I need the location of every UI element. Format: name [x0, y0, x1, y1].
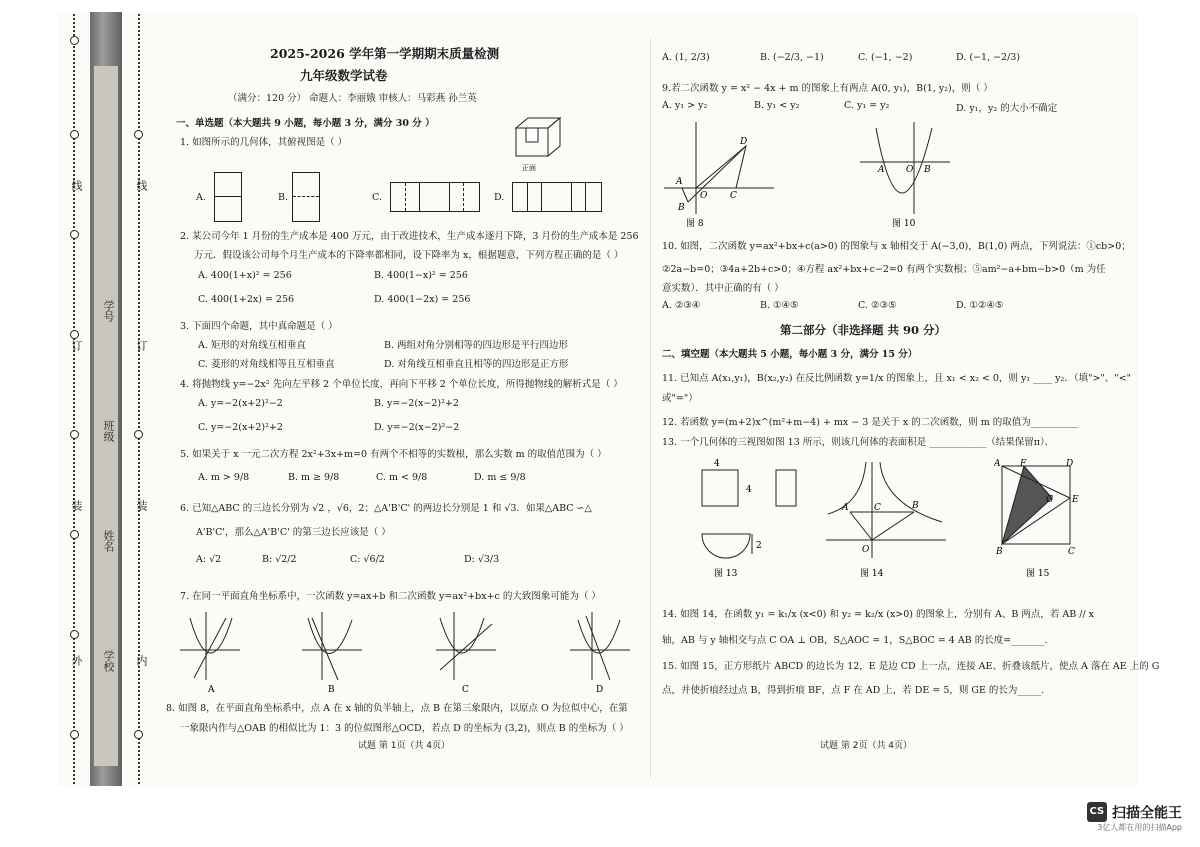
bind-label: 订	[70, 340, 83, 351]
q8-option-d[interactable]: D. (−1, −2/3)	[956, 52, 1021, 63]
svg-text:A: A	[676, 177, 683, 187]
exam-subtitle: 九年级数学试卷	[300, 68, 388, 83]
field-school: 学校	[102, 650, 115, 672]
svg-text:F: F	[1020, 459, 1027, 469]
q8-option-b[interactable]: B. (−2/3, −1)	[760, 52, 824, 63]
bind-label: 线	[135, 180, 148, 191]
question-11-cont: 或"="）	[662, 393, 698, 404]
q6-option-c[interactable]: C: √6/2	[350, 554, 385, 565]
bind-label: 线	[70, 180, 83, 191]
svg-text:C: C	[1068, 547, 1075, 557]
bind-label: 装	[135, 500, 148, 511]
question-2-cont: 万元．假设该公司每个月生产成本的下降率都相同，设下降率为 x，根据题意，下列方程正确的是（ ）	[194, 250, 624, 261]
section-1-heading: 一、单选题（本大题共 9 小题，每小题 3 分，满分 30 分 ）	[176, 118, 435, 129]
q9-option-d[interactable]: D. y₁，y₂ 的大小不确定	[956, 103, 1058, 114]
svg-text:O: O	[906, 165, 914, 175]
svg-text:图 15: 图 15	[1026, 569, 1050, 579]
svg-text:B: B	[912, 501, 919, 511]
q3-option-a[interactable]: A. 矩形的对角线互相垂直	[198, 340, 306, 351]
q8-option-c[interactable]: C. (−1, −2)	[858, 52, 913, 63]
figure-8	[660, 118, 780, 230]
q3-option-b[interactable]: B. 两组对角分别相等的四边形是平行四边形	[384, 340, 569, 351]
svg-text:A: A	[208, 685, 215, 694]
question-2: 2. 某公司今年 1 月份的生产成本是 400 万元，由于改进技术，生产成本逐月下降，3 月份的生产成本是 256	[180, 231, 639, 242]
question-10-cont: ②2a−b=0；③4a+2b+c>0；④方程 ax²+bx+c−2=0 有两个实数根；⑤am²−a+bm−b>0（m 为任	[662, 264, 1106, 275]
svg-text:B: B	[924, 165, 931, 175]
svg-text:O: O	[862, 545, 870, 555]
part-2-heading: 第二部分（非选择题 共 90 分）	[780, 323, 947, 337]
svg-text:图 10: 图 10	[892, 219, 916, 229]
figure-14	[822, 458, 952, 582]
q9-option-c[interactable]: C. y₁ = y₂	[844, 100, 890, 111]
q6-option-d[interactable]: D: √3/3	[464, 554, 500, 565]
q3-option-d[interactable]: D. 对角线互相垂直且相等的四边形是正方形	[384, 359, 569, 370]
camscanner-logo-icon: CS	[1087, 802, 1107, 822]
q10-option-d[interactable]: D. ①②④⑤	[956, 300, 1004, 311]
question-8-cont: 一象限内作与△OAB 的相似比为 1：3 的位似图形△OCD，若点 D 的坐标为 (3,2)，则点 B 的坐标为（ ）	[180, 723, 629, 734]
bind-label: 装	[70, 500, 83, 511]
field-name: 姓名	[102, 530, 115, 552]
q4-option-c[interactable]: C. y=−2(x+2)²+2	[198, 422, 283, 433]
question-3: 3. 下面四个命题，其中真命题是（ ）	[180, 321, 338, 332]
svg-text:C: C	[730, 191, 737, 201]
question-8: 8. 如图 8，在平面直角坐标系中，点 A 在 x 轴的负半轴上，点 B 在第三象限内，以原点 O 为位似中心，在第	[166, 703, 628, 714]
figure-15	[994, 458, 1084, 582]
q7-graph-b	[302, 612, 362, 694]
q3-option-c[interactable]: C. 菱形的对角线相等且互相垂直	[198, 359, 335, 370]
q7-graph-a	[180, 612, 240, 694]
q2-option-b[interactable]: B. 400(1−x)² = 256	[374, 270, 468, 281]
q6-option-a[interactable]: A: √2	[196, 554, 222, 565]
svg-text:图 8: 图 8	[686, 219, 704, 229]
q1-solid-figure	[508, 112, 570, 174]
svg-text:A: A	[994, 459, 1001, 469]
question-6: 6. 已知△ABC 的三边长分别为 √2 ，√6，2；△A'B'C' 的两边长分别是 1 和 √3．如果△ABC ∽△	[180, 503, 592, 514]
q5-option-c[interactable]: C. m < 9/8	[376, 472, 428, 483]
q10-option-b[interactable]: B. ①④⑤	[760, 300, 799, 311]
question-10-cont2: 意实数）．其中正确的有（ ）	[662, 283, 784, 294]
svg-text:B: B	[328, 685, 335, 694]
section-2-heading: 二、填空题（本大题共 5 小题，每小题 3 分，满分 15 分）	[662, 349, 918, 360]
svg-text:2: 2	[756, 541, 762, 551]
question-11: 11. 已知点 A(x₁,y₁)，B(x₂,y₂) 在反比例函数 y=1/x 的图象上，且 x₁ < x₂ < 0，则 y₁ ____ y₂．（填">"、"<"	[662, 373, 1131, 384]
question-6-cont: A'B'C'，那么△A'B'C' 的第三边长应该是（ ）	[196, 527, 391, 538]
q1-option-b-figure	[292, 172, 320, 222]
figure-13	[690, 454, 810, 582]
exam-info: （满分：120 分） 命题人：李丽娥 审核人：马彩燕 孙兰英	[228, 93, 477, 104]
question-1: 1. 如图所示的几何体，其俯视图是（ ）	[180, 137, 348, 148]
q1-option-b[interactable]: B.	[278, 192, 289, 203]
svg-text:O: O	[700, 191, 708, 201]
question-15-cont: 点，并使折痕经过点 B，得到折痕 BF，点 F 在 AD 上，若 DE = 5，则 GE 的长为_____.	[662, 685, 1045, 696]
q1-option-c-figure	[390, 182, 480, 212]
q6-option-b[interactable]: B: √2/2	[262, 554, 297, 565]
question-7: 7. 在同一平面直角坐标系中，一次函数 y=ax+b 和二次函数 y=ax²+bx+c 的大致图象可能为（ ）	[180, 591, 601, 602]
q4-option-d[interactable]: D. y=−2(x−2)²−2	[374, 422, 460, 433]
q5-option-d[interactable]: D. m ≤ 9/8	[474, 472, 526, 483]
q2-option-c[interactable]: C. 400(1+2x) = 256	[198, 294, 295, 305]
question-15: 15. 如图 15，正方形纸片 ABCD 的边长为 12，E 是边 CD 上一点，连接 AE、折叠该纸片，使点 A 落在 AE 上的 G	[662, 661, 1160, 672]
q10-option-a[interactable]: A. ②③④	[662, 300, 701, 311]
q7-graph-c	[436, 612, 496, 694]
bind-label: 内	[135, 655, 148, 666]
svg-text:A: A	[878, 165, 885, 175]
question-5: 5. 如果关于 x 一元二次方程 2x²+3x+m=0 有两个不相等的实数根，那么实数 m 的取值范围为（ ）	[180, 449, 607, 460]
svg-text:E: E	[1072, 495, 1079, 505]
q4-option-a[interactable]: A. y=−2(x+2)²−2	[198, 398, 283, 409]
question-9: 9.若二次函数 y = x² − 4x + m 的图象上有两点 A(0, y₁)，B(1, y₂)，则（ ）	[662, 83, 993, 94]
svg-text:图 13: 图 13	[714, 569, 738, 579]
svg-text:B: B	[678, 203, 685, 213]
q5-option-a[interactable]: A. m > 9/8	[198, 472, 250, 483]
q2-option-d[interactable]: D. 400(1−2x) = 256	[374, 294, 471, 305]
field-class: 班级	[102, 420, 115, 442]
question-4: 4. 将抛物线 y=−2x² 先向左平移 2 个单位长度，再向下平移 2 个单位长度，所得抛物线的解析式是（ ）	[180, 379, 623, 390]
q5-option-b[interactable]: B. m ≥ 9/8	[288, 472, 340, 483]
q1-option-c[interactable]: C.	[372, 192, 382, 203]
q4-option-b[interactable]: B. y=−2(x−2)²+2	[374, 398, 459, 409]
brand-name: 扫描全能王	[1112, 805, 1182, 821]
q1-option-a[interactable]: A.	[196, 192, 206, 203]
question-12: 12. 若函数 y=(m+2)x^(m²+m−4) + mx − 3 是关于 x 的二次函数，则 m 的取值为__________	[662, 417, 1079, 428]
svg-text:4: 4	[714, 459, 720, 469]
brand-tagline: 3亿人都在用的扫描App	[1097, 823, 1182, 832]
page-footer-2: 试题 第 2页（共 4页）	[820, 741, 913, 751]
page-footer-1: 试题 第 1页（共 4页）	[358, 741, 451, 751]
q2-option-a[interactable]: A. 400(1+x)² = 256	[198, 270, 292, 281]
svg-text:D: D	[1066, 459, 1074, 469]
q1-option-a-figure	[214, 172, 242, 222]
q1-front-label: 正面	[522, 164, 536, 172]
svg-text:C: C	[874, 503, 881, 513]
figure-10	[856, 118, 956, 230]
bind-label: 外	[70, 655, 83, 666]
question-13: 13. 一个几何体的三视图如图 13 所示，则该几何体的表面积是 ____________（结果保留π）．	[662, 437, 1055, 448]
q9-option-b[interactable]: B. y₁ < y₂	[754, 100, 800, 111]
svg-text:图 14: 图 14	[860, 569, 884, 579]
q7-graph-d	[570, 612, 630, 694]
svg-text:4: 4	[746, 485, 752, 495]
q1-option-d-figure	[512, 182, 602, 212]
question-14: 14. 如图 14，在函数 y₁ = k₁/x (x<0) 和 y₂ = k₂/x (x>0) 的图象上，分别有 A、B 两点，若 AB // x	[662, 609, 1095, 620]
scanner-watermark	[1087, 802, 1182, 834]
right-column	[650, 0, 1200, 847]
q9-option-a[interactable]: A. y₁ > y₂	[662, 100, 708, 111]
field-student-id: 学号	[102, 300, 115, 322]
exam-title: 2025-2026 学年第一学期期末质量检测	[270, 46, 500, 61]
question-14-cont: 轴，AB 与 y 轴相交与点 C OA ⊥ OB，S△AOC = 1，S△BOC = 4 AB 的长度=_______.	[662, 635, 1048, 646]
q8-option-a[interactable]: A. (1, 2/3)	[662, 52, 710, 63]
question-10: 10. 如图，二次函数 y=ax²+bx+c(a>0) 的图象与 x 轴相交于 A(−3,0)，B(1,0) 两点，下列说法：①cb>0；	[662, 241, 1131, 252]
q7-option-graphs	[176, 608, 636, 694]
bind-label: 订	[135, 340, 148, 351]
svg-text:D: D	[596, 685, 604, 694]
svg-text:G: G	[1046, 495, 1054, 505]
q10-option-c[interactable]: C. ②③⑤	[858, 300, 897, 311]
svg-text:A: A	[842, 503, 849, 513]
q1-option-d[interactable]: D.	[494, 192, 505, 203]
svg-text:C: C	[462, 685, 469, 694]
svg-text:D: D	[740, 137, 748, 147]
svg-text:B: B	[996, 547, 1003, 557]
